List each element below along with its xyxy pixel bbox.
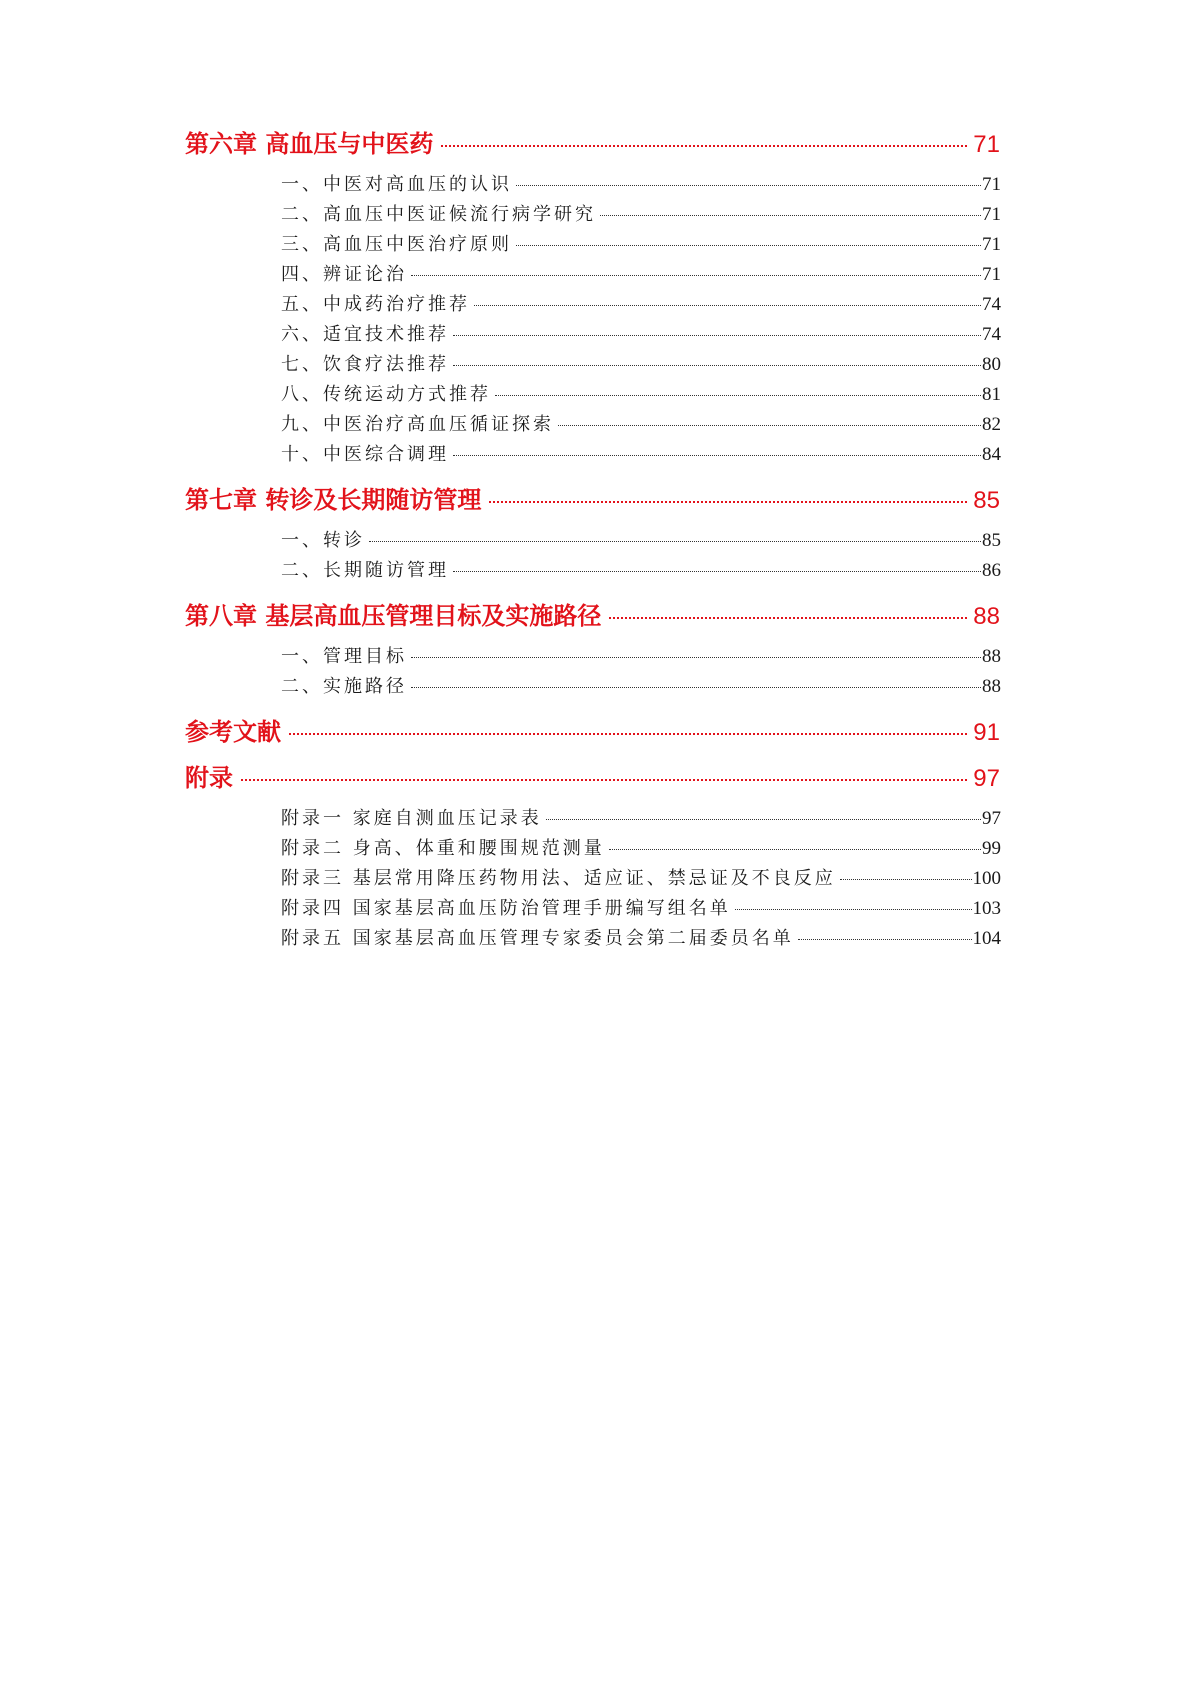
toc-entry-title: 附录三 基层常用降压药物用法、适应证、禁忌证及不良反应 — [281, 868, 836, 889]
toc-chapter-title: 第八章 基层高血压管理目标及实施路径 — [185, 602, 602, 630]
toc-chapter-title: 第六章 高血压与中医药 — [185, 130, 434, 158]
toc-entry-title: 一、中医对高血压的认识 — [281, 174, 512, 195]
toc-page-number: 86 — [982, 560, 1001, 581]
toc-entry[interactable] — [281, 528, 1001, 554]
toc-entry[interactable] — [281, 382, 1001, 408]
toc-page-number: 103 — [972, 898, 1001, 919]
toc-appendix[interactable] — [185, 762, 1000, 794]
toc-page-number: 88 — [982, 646, 1001, 667]
dot-leader — [546, 819, 981, 820]
toc-chapter-6[interactable] — [185, 128, 1000, 160]
dot-leader — [369, 541, 981, 542]
toc-chapter-title: 参考文献 — [185, 718, 281, 746]
dot-leader — [289, 733, 967, 735]
toc-entry-title: 一、转诊 — [281, 530, 365, 551]
toc-entry[interactable] — [281, 232, 1001, 258]
toc-page-number: 85 — [973, 487, 1000, 514]
toc-page-number: 82 — [982, 414, 1001, 435]
toc-chapter-7[interactable] — [185, 484, 1000, 516]
dot-leader — [798, 939, 972, 940]
toc-page-number: 74 — [982, 324, 1001, 345]
toc-entry[interactable] — [281, 262, 1001, 288]
toc-entry-title: 二、实施路径 — [281, 676, 407, 697]
toc-page-number: 84 — [982, 444, 1001, 465]
toc-entry-title: 八、传统运动方式推荐 — [281, 384, 491, 405]
toc-entry-title: 附录二 身高、体重和腰围规范测量 — [281, 838, 605, 859]
toc-page-number: 99 — [982, 838, 1001, 859]
toc-entry[interactable] — [281, 866, 1001, 892]
toc-entry[interactable] — [281, 896, 1001, 922]
toc-entry-title: 九、中医治疗高血压循证探索 — [281, 414, 554, 435]
toc-entry-title: 六、适宜技术推荐 — [281, 324, 449, 345]
toc-page-number: 81 — [982, 384, 1001, 405]
toc-entry[interactable] — [281, 674, 1001, 700]
toc-page-number: 104 — [972, 928, 1001, 949]
toc-entry-title: 附录五 国家基层高血压管理专家委员会第二届委员名单 — [281, 928, 794, 949]
toc-entry[interactable] — [281, 352, 1001, 378]
toc-page-number: 97 — [982, 808, 1001, 829]
dot-leader — [516, 245, 981, 246]
toc-page-number: 74 — [982, 294, 1001, 315]
toc-entry-title: 五、中成药治疗推荐 — [281, 294, 470, 315]
toc-entry-title: 附录一 家庭自测血压记录表 — [281, 808, 542, 829]
toc-entry-title: 四、辨证论治 — [281, 264, 407, 285]
toc-entry[interactable] — [281, 558, 1001, 584]
toc-entry-title: 十、中医综合调理 — [281, 444, 449, 465]
toc-entry-title: 一、管理目标 — [281, 646, 407, 667]
toc-entry[interactable] — [281, 172, 1001, 198]
toc-page-number: 71 — [982, 234, 1001, 255]
toc-entry[interactable] — [281, 644, 1001, 670]
toc-page-number: 80 — [982, 354, 1001, 375]
toc-chapter-8[interactable] — [185, 600, 1000, 632]
toc-entry[interactable] — [281, 836, 1001, 862]
dot-leader — [516, 185, 981, 186]
dot-leader — [441, 145, 967, 147]
dot-leader — [489, 501, 967, 503]
dot-leader — [495, 395, 981, 396]
toc-entry-title: 二、长期随访管理 — [281, 560, 449, 581]
dot-leader — [411, 275, 981, 276]
toc-page-number: 71 — [973, 131, 1000, 158]
dot-leader — [453, 335, 981, 336]
toc-page-number: 88 — [973, 603, 1000, 630]
dot-leader — [600, 215, 981, 216]
dot-leader — [453, 365, 981, 366]
toc-entry[interactable] — [281, 806, 1001, 832]
dot-leader — [453, 455, 981, 456]
toc-page-number: 71 — [982, 174, 1001, 195]
toc-entry[interactable] — [281, 926, 1001, 952]
toc-page-number: 85 — [982, 530, 1001, 551]
dot-leader — [453, 571, 981, 572]
toc-entry[interactable] — [281, 202, 1001, 228]
dot-leader — [411, 687, 981, 688]
toc-entry[interactable] — [281, 322, 1001, 348]
toc-entry[interactable] — [281, 292, 1001, 318]
dot-leader — [411, 657, 981, 658]
toc-page-number: 71 — [982, 264, 1001, 285]
toc-page-number: 71 — [982, 204, 1001, 225]
dot-leader — [558, 425, 981, 426]
toc-page-number: 88 — [982, 676, 1001, 697]
toc-references[interactable] — [185, 716, 1000, 748]
toc-entry-title: 二、高血压中医证候流行病学研究 — [281, 204, 596, 225]
toc-page-number: 91 — [973, 719, 1000, 746]
toc-entry-title: 七、饮食疗法推荐 — [281, 354, 449, 375]
dot-leader — [735, 909, 972, 910]
toc-chapter-title: 第七章 转诊及长期随访管理 — [185, 486, 482, 514]
toc-entry[interactable] — [281, 412, 1001, 438]
toc-chapter-title: 附录 — [185, 764, 233, 792]
dot-leader — [609, 617, 967, 619]
toc-entry-title: 三、高血压中医治疗原则 — [281, 234, 512, 255]
toc-page-number: 97 — [973, 765, 1000, 792]
dot-leader — [474, 305, 981, 306]
toc-entry-title: 附录四 国家基层高血压防治管理手册编写组名单 — [281, 898, 731, 919]
dot-leader — [840, 879, 972, 880]
toc-entry[interactable] — [281, 442, 1001, 468]
dot-leader — [241, 779, 967, 781]
dot-leader — [609, 849, 981, 850]
toc-page-number: 100 — [972, 868, 1001, 889]
